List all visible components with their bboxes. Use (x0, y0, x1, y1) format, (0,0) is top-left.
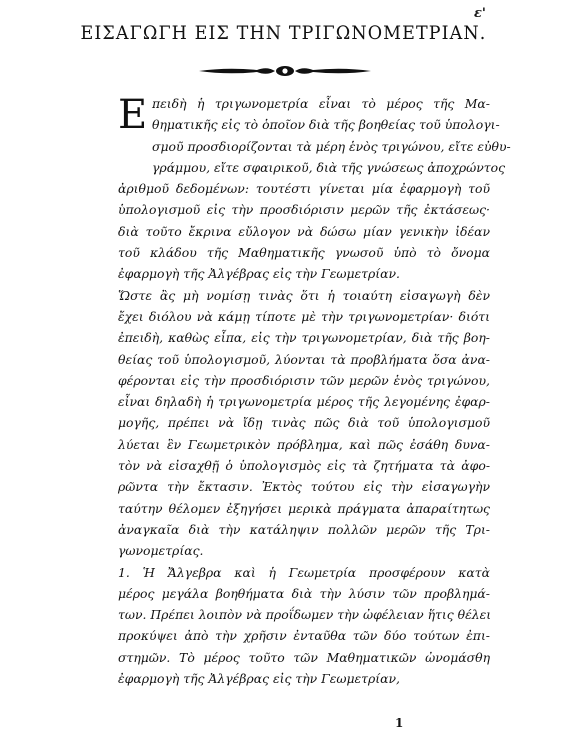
text-line: ἐπειδὴ, καθὼς εἶπα, εἰς τὴν τριγωνομετρίαν, διὰ τῆς βοη- (118, 330, 490, 346)
text-line: φέρονται εἰς τὴν προσδιόρισιν τῶν μερῶν ἑνὸς τριγώνου, (118, 372, 490, 388)
text-line: πειδὴ ἡ τριγωνομετρία εἶναι τὸ μέρος τῆς Μα- (152, 96, 490, 111)
decorative-rule-icon (197, 64, 373, 78)
body-lines (118, 178, 490, 689)
text-line: ἐφαρμογὴ τῆς Ἀλγέβρας εἰς τὴν Γεωμετρίαν. (118, 266, 400, 282)
text-line: των. Πρέπει λοιπὸν νὰ προΐδωμεν τὴν ὠφέλειαν ἥτις θέλει (118, 607, 492, 623)
text-line: μέρος μεγάλα βοηθήματα διὰ τὴν λύσιν τῶν προβλημά- (118, 585, 490, 601)
text-line: ἔχει διόλου νὰ κάμῃ τίποτε μὲ τὴν τριγωνομετρίαν· διότι (118, 308, 490, 324)
text-line: 1. Ἡ Ἄλγεβρα καὶ ἡ Γεωμετρία προσφέρουν κατὰ (118, 564, 490, 580)
folio-mark: ε' (474, 6, 486, 21)
opening-lines (118, 93, 511, 178)
text-line: ρῶντα τὴν ἔκτασιν. Ἐκτὸς τούτου εἰς τὴν εἰσαγωγὴν (118, 479, 490, 495)
signature-mark: 1 (395, 716, 404, 730)
text-line: στημῶν. Τὸ μέρος τοῦτο τῶν Μαθηματικῶν ὠνομάσθη (118, 649, 490, 665)
text-line: θείας τοῦ ὑπολογισμοῦ, λύονται τὰ προβλήματα ὅσα ἀνα- (118, 351, 490, 367)
page-title: ΕΙΣΑΓΩΓΗ ΕΙΣ ΤΗΝ ΤΡΙΓΩΝΟΜΕΤΡΙΑΝ. (80, 22, 487, 44)
text-line: ταύτην θέλομεν ἐξηγήσει μερικὰ πράγματα ἀπαραίτητως (118, 500, 490, 516)
text-line: γράμμου, εἴτε σφαιρικοῦ, διὰ τῆς γνώσεως ἀποχρώντος (152, 159, 506, 175)
text-line: λύεται ἓν Γεωμετρικὸν πρόβλημα, καὶ πῶς ἐσάθη δυνα- (118, 436, 490, 452)
text-line: ἀναγκαῖα διὰ τὴν κατάληψιν πολλῶν μερῶν τῆς Τρι- (118, 521, 490, 537)
text-line: τὸν νὰ εἰσαχθῇ ὁ ὑπολογισμὸς εἰς τὰ ζητήματα τὰ ἀφο- (118, 458, 490, 474)
text-line: μογῆς, πρέπει νὰ ἴδῃ τινὰς πῶς διὰ τοῦ ὑπολογισμοῦ (118, 415, 490, 431)
main-text (118, 92, 511, 689)
text-line: ἐφαρμογὴ τῆς Ἀλγέβρας εἰς τὴν Γεωμετρίαν, (118, 671, 400, 687)
drop-capital: Ε (118, 92, 148, 138)
text-line: διὰ τοῦτο ἔκρινα εὔλογον νὰ δώσω μίαν γενικὴν ἰδέαν (118, 223, 490, 239)
text-line: θηματικῆς εἰς τὸ ὁποῖον διὰ τῆς βοηθείας τοῦ ὑπολογι- (152, 117, 500, 133)
text-line: τοῦ κλάδου τῆς Μαθηματικῆς γνωσοῦ ὑπὸ τὸ ὄνομα (118, 245, 490, 261)
text-line: εἶναι δηλαδὴ ἡ τριγωνομετρία μέρος τῆς λεγομένης ἐφαρ- (118, 394, 490, 410)
text-line: προκύψει ἀπὸ τὴν χρῆσιν ἐνταῦθα τῶν δύο τούτων ἐπι- (118, 628, 490, 644)
text-line: ἀριθμοῦ δεδομένων: τουτέστι γίνεται μία ἐφαρμογὴ τοῦ (118, 181, 490, 197)
text-line: γωνομετρίας. (118, 543, 204, 559)
text-line: Ὥστε ἂς μὴ νομίσῃ τινὰς ὅτι ἡ τοιαύτη εἰσαγωγὴ δὲν (118, 287, 490, 303)
text-line: σμοῦ προσδιορίζονται τὰ μέρη ἑνὸς τριγώνου, εἴτε εὐθυ- (152, 138, 511, 154)
text-line: ὑπολογισμοῦ εἰς τὴν προσδιόρισιν μερῶν τῆς ἐκτάσεως· (118, 202, 490, 218)
